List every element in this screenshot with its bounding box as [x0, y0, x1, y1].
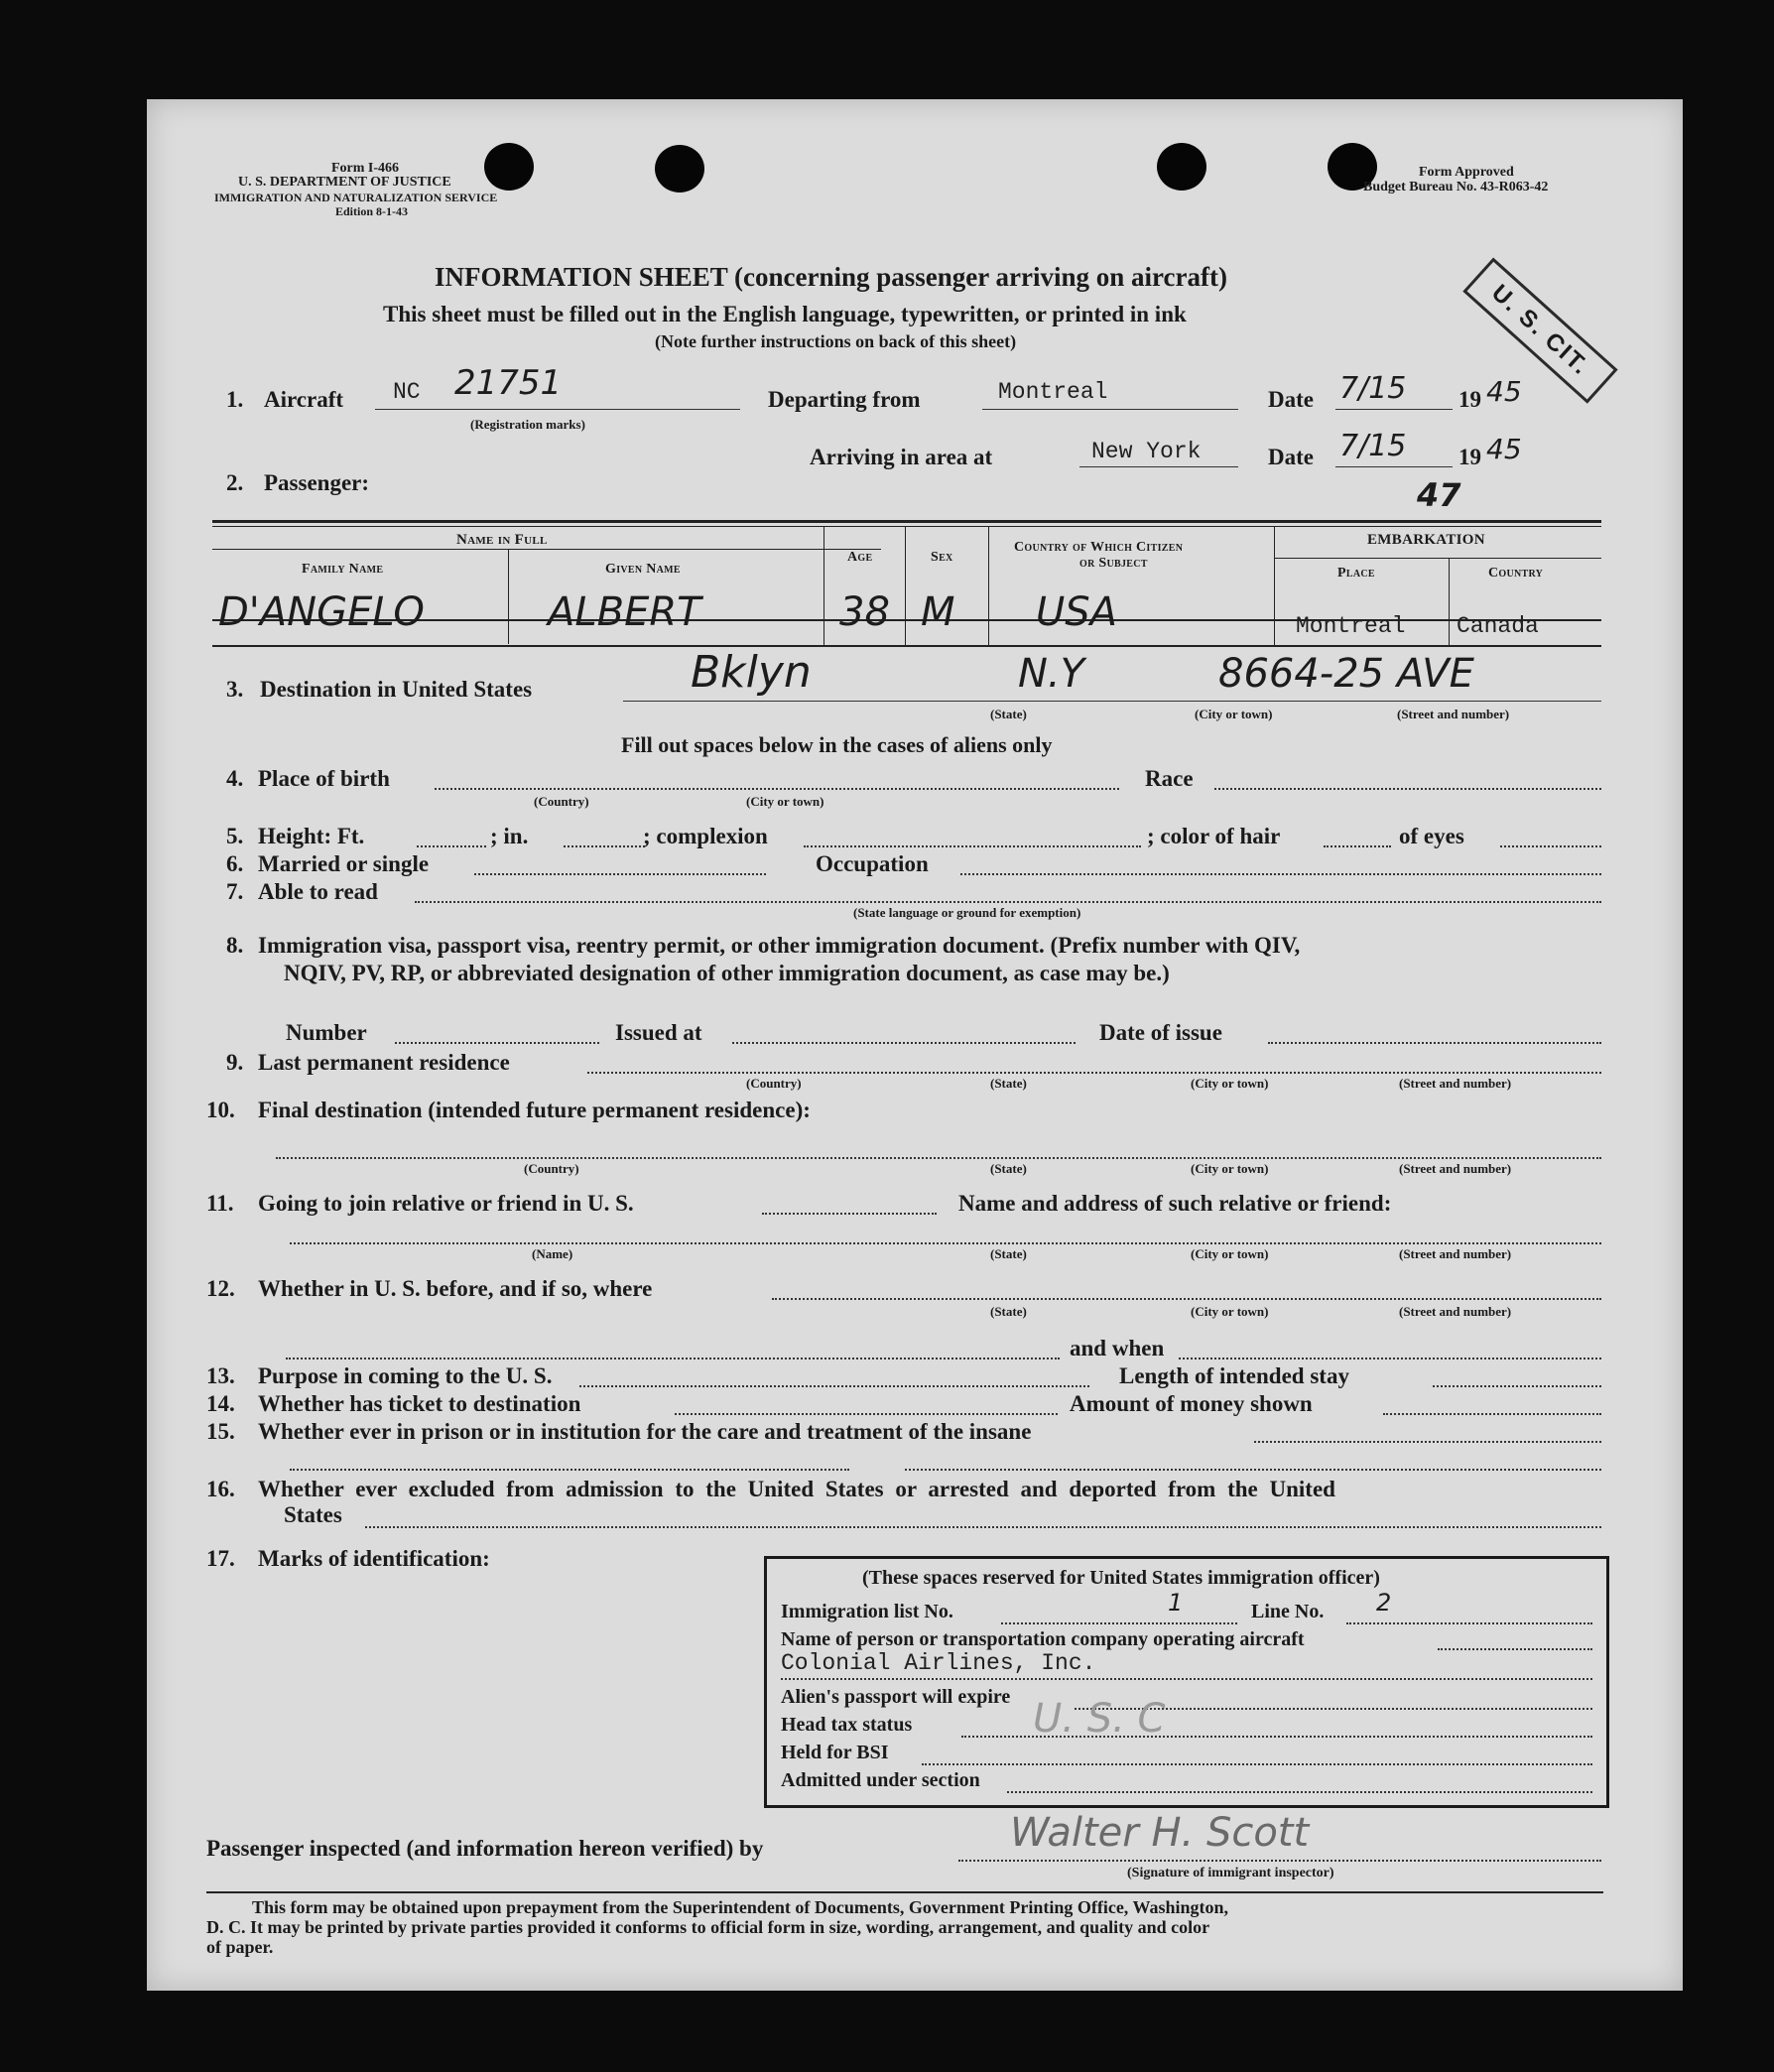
res-cap-street: (Street and number)	[1399, 1076, 1512, 1091]
res-cap-country: (Country)	[746, 1076, 802, 1091]
inspector-signature: Walter H. Scott	[1010, 1810, 1310, 1856]
item6-number: 6.	[226, 851, 244, 876]
res-cap-state: (State)	[990, 1076, 1027, 1091]
complexion-label: ; complexion	[643, 824, 768, 848]
footer-line3: of paper.	[206, 1937, 274, 1957]
dest-cap-city: (City or town)	[1195, 707, 1273, 721]
hdr-or-subject: or Subject	[1079, 556, 1148, 571]
excluded-line1: Whether ever excluded from admission to the United States or arrested and deported from the United	[258, 1477, 1335, 1501]
cell-citizen: USA	[1036, 589, 1118, 635]
item8-line1: Immigration visa, passport visa, reentry permit, or other immigration document. (Prefix number with QIV,	[258, 933, 1301, 958]
aircraft-registration: 21751	[454, 363, 563, 403]
doc-number-label: Number	[286, 1020, 367, 1045]
hdr-sex: Sex	[931, 550, 953, 565]
passport-expire-label: Alien's passport will expire	[781, 1686, 1011, 1708]
service: IMMIGRATION AND NATURALIZATION SERVICE	[214, 191, 498, 204]
item7-number: 7.	[226, 879, 244, 904]
destination-label: Destination in United States	[260, 677, 533, 702]
depart-year-prefix: 19	[1458, 387, 1481, 412]
hdr-given-name: Given Name	[605, 562, 681, 577]
arrive-year: 45	[1486, 433, 1522, 465]
hdr-name-in-full: Name in Full	[456, 532, 548, 548]
money-label: Amount of money shown	[1070, 1391, 1313, 1416]
last-residence-label: Last permanent residence	[258, 1050, 510, 1075]
line-no-value: 2	[1376, 1589, 1392, 1617]
form-title: INFORMATION SHEET (concerning passenger arriving on aircraft)	[435, 262, 1227, 292]
officer-box	[764, 1556, 1609, 1808]
hdr-emb-country: Country	[1488, 566, 1544, 581]
date-issue-label: Date of issue	[1099, 1020, 1222, 1045]
purpose-label: Purpose in coming to the U. S.	[258, 1363, 553, 1388]
depart-date: 7/15	[1339, 371, 1407, 406]
aircraft-prefix: NC	[393, 379, 421, 405]
head-tax-label: Head tax status	[781, 1714, 913, 1736]
destination-state: N.Y	[1018, 651, 1085, 697]
item12-number: 12.	[206, 1276, 235, 1301]
cell-sex: M	[921, 589, 955, 635]
birthplace-label: Place of birth	[258, 766, 390, 791]
hdr-family-name: Family Name	[302, 562, 384, 577]
list-no-label: Immigration list No.	[781, 1601, 953, 1622]
destination-city: Bklyn	[691, 647, 812, 698]
occupation-label: Occupation	[816, 851, 929, 876]
head-tax-value: U. S. C	[1033, 1696, 1166, 1742]
item14-number: 14.	[206, 1391, 235, 1416]
before-cap-city: (City or town)	[1191, 1304, 1269, 1319]
relative-name-label: Name and address of such relative or friend:	[958, 1191, 1392, 1216]
cell-age: 38	[839, 589, 890, 635]
eyes-label: of eyes	[1399, 824, 1464, 848]
item9-number: 9.	[226, 1050, 244, 1075]
arriving-label: Arriving in area at	[810, 445, 993, 469]
before-cap-state: (State)	[990, 1304, 1027, 1319]
item17-number: 17.	[206, 1546, 235, 1571]
hdr-embarkation: EMBARKATION	[1367, 532, 1485, 548]
bsi-label: Held for BSI	[781, 1742, 889, 1763]
arrive-year-prefix: 19	[1458, 445, 1481, 469]
depart-date-label: Date	[1268, 387, 1314, 412]
form-number: Form I-466	[331, 161, 400, 176]
footer-line1: This form may be obtained upon prepayment from the Superintendent of Documents, Government Printing Office, Washington,	[252, 1897, 1229, 1917]
citizen-stamp: U. S. CIT.	[1462, 257, 1617, 403]
rel-cap-street: (Street and number)	[1399, 1246, 1512, 1261]
registration-caption: (Registration marks)	[470, 417, 585, 432]
item8-number: 8.	[226, 933, 244, 958]
rel-cap-name: (Name)	[532, 1246, 573, 1261]
birth-cap-country: (Country)	[534, 794, 589, 809]
rel-cap-city: (City or town)	[1191, 1246, 1269, 1261]
aliens-only-note: Fill out spaces below in the cases of aliens only	[621, 732, 1053, 757]
hdr-place: Place	[1337, 566, 1375, 581]
final-cap-city: (City or town)	[1191, 1161, 1269, 1176]
us-before-label: Whether in U. S. before, and if so, where	[258, 1276, 653, 1301]
item8-line2: NQIV, PV, RP, or abbreviated designation of other immigration document, as case may be.)	[284, 961, 1170, 985]
before-cap-street: (Street and number)	[1399, 1304, 1512, 1319]
read-caption: (State language or ground for exemption)	[853, 905, 1081, 920]
marks-label: Marks of identification:	[258, 1546, 490, 1571]
hdr-country-citizen: Country of Which Citizen	[1014, 540, 1184, 555]
item4-number: 4.	[226, 766, 244, 791]
punch-hole-3	[1157, 143, 1206, 191]
cell-embark-country: Canada	[1457, 613, 1539, 639]
officer-box-title: (These spaces reserved for United States immigration officer)	[862, 1567, 1380, 1589]
inspected-label: Passenger inspected (and information hereon verified) by	[206, 1836, 764, 1861]
item2-number: 2.	[226, 470, 244, 495]
birth-cap-city: (City or town)	[746, 794, 824, 809]
edition: Edition 8-1-43	[335, 204, 409, 218]
inches-label: ; in.	[490, 824, 529, 848]
read-label: Able to read	[258, 879, 378, 904]
item16-number: 16.	[206, 1477, 235, 1501]
form-approved: Form Approved	[1419, 165, 1514, 180]
departing-label: Departing from	[768, 387, 921, 412]
final-destination-label: Final destination (intended future permanent residence):	[258, 1098, 811, 1122]
department: U. S. DEPARTMENT OF JUSTICE	[238, 175, 451, 190]
cell-family-name: D'ANGELO	[218, 589, 425, 635]
arriving-value: New York	[1091, 439, 1202, 464]
operator-value: Colonial Airlines, Inc.	[781, 1650, 1096, 1676]
dest-cap-state: (State)	[990, 707, 1027, 721]
and-when-label: and when	[1070, 1336, 1165, 1360]
length-stay-label: Length of intended stay	[1119, 1363, 1349, 1388]
item1-number: 1.	[226, 387, 244, 412]
hair-label: ; color of hair	[1147, 824, 1281, 848]
passenger-annotation: 47	[1417, 476, 1461, 514]
list-no-value: 1	[1168, 1589, 1184, 1617]
aircraft-label: Aircraft	[264, 387, 344, 412]
operator-label: Name of person or transportation company operating aircraft	[781, 1628, 1305, 1650]
form-note: (Note further instructions on back of this sheet)	[655, 331, 1017, 351]
signature-caption: (Signature of immigrant inspector)	[1127, 1866, 1334, 1880]
prison-label: Whether ever in prison or in institution for the care and treatment of the insane	[258, 1419, 1032, 1444]
final-cap-state: (State)	[990, 1161, 1027, 1176]
admitted-label: Admitted under section	[781, 1769, 980, 1791]
item5-number: 5.	[226, 824, 244, 848]
cell-given-name: ALBERT	[548, 589, 701, 635]
excluded-line2: States	[284, 1502, 342, 1527]
rel-cap-state: (State)	[990, 1246, 1027, 1261]
height-label: Height: Ft.	[258, 824, 365, 848]
ticket-label: Whether has ticket to destination	[258, 1391, 581, 1416]
issued-at-label: Issued at	[615, 1020, 702, 1045]
passenger-label: Passenger:	[264, 470, 370, 495]
depart-year: 45	[1486, 375, 1522, 408]
dest-cap-street: (Street and number)	[1397, 707, 1510, 721]
punch-hole-2	[655, 145, 704, 193]
item10-number: 10.	[206, 1098, 235, 1122]
item11-number: 11.	[206, 1191, 234, 1216]
item13-number: 13.	[206, 1363, 235, 1388]
item15-number: 15.	[206, 1419, 235, 1444]
cell-embark-place: Montreal	[1296, 613, 1406, 639]
budget-bureau: Budget Bureau No. 43-R063-42	[1363, 180, 1549, 194]
punch-hole-1	[484, 143, 534, 191]
race-label: Race	[1145, 766, 1194, 791]
arrive-date: 7/15	[1339, 429, 1407, 463]
form-subtitle: This sheet must be filled out in the English language, typewritten, or printed in ink	[383, 302, 1187, 326]
married-label: Married or single	[258, 851, 430, 876]
arrive-date-label: Date	[1268, 445, 1314, 469]
final-cap-country: (Country)	[524, 1161, 579, 1176]
final-cap-street: (Street and number)	[1399, 1161, 1512, 1176]
line-no-label: Line No.	[1251, 1601, 1325, 1622]
form-sheet	[147, 99, 1683, 1991]
res-cap-city: (City or town)	[1191, 1076, 1269, 1091]
join-relative-label: Going to join relative or friend in U. S.	[258, 1191, 634, 1216]
departing-value: Montreal	[998, 379, 1108, 405]
footer-line2: D. C. It may be printed by private parties provided it conforms to official form in size, wording, arrangement, and quality and color	[206, 1917, 1210, 1937]
item3-number: 3.	[226, 677, 244, 702]
hdr-age: Age	[847, 550, 873, 565]
destination-street: 8664-25 AVE	[1218, 651, 1474, 697]
